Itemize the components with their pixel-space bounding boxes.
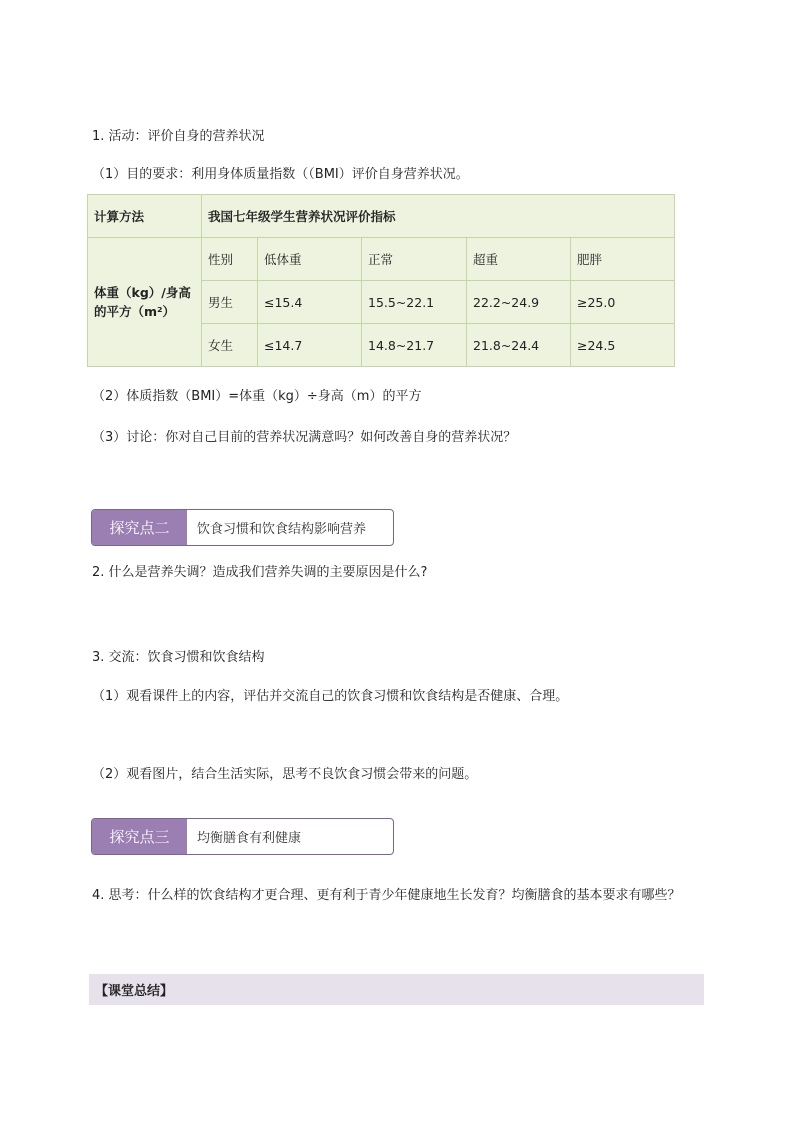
- section-three-label: 探究点三: [92, 819, 187, 854]
- question-three-item-two: （2）观看图片，结合生活实际，思考不良饮食习惯会带来的问题。: [92, 767, 478, 782]
- section-two-subtitle: 饮食习惯和饮食结构影响营养: [197, 522, 367, 537]
- cell-female-normal: 14.8~21.7: [362, 324, 467, 367]
- bmi-note: （2）体质指数（BMI）=体重（kg）÷身高（m）的平方: [92, 389, 422, 404]
- cell-male: 男生: [202, 281, 258, 324]
- section-two-banner: [91, 509, 394, 546]
- activity-requirement: （1）目的要求：利用身体质量指数（（BMI）评价自身营养状况。: [92, 167, 469, 182]
- cell-male-underweight: ≤15.4: [258, 281, 362, 324]
- formula-cell: 体重（kg）/身高的平方（m²）: [88, 238, 202, 367]
- section-three-subtitle: 均衡膳食有利健康: [197, 831, 302, 846]
- method-header: 计算方法: [88, 195, 202, 238]
- header-normal: 正常: [362, 238, 467, 281]
- question-four: 4. 思考：什么样的饮食结构才更合理、更有利于青少年健康地生长发育？均衡膳食的基本要求有哪些？: [92, 888, 681, 903]
- header-gender: 性别: [202, 238, 258, 281]
- question-three-title: 3. 交流：饮食习惯和饮食结构: [92, 650, 265, 665]
- header-obese: 肥胖: [571, 238, 675, 281]
- question-three-item-one: （1）观看课件上的内容，评估并交流自己的饮食习惯和饮食结构是否健康、合理。: [92, 689, 569, 704]
- index-title: 我国七年级学生营养状况评价指标: [202, 195, 675, 238]
- bmi-table: [87, 194, 675, 367]
- cell-male-obese: ≥25.0: [571, 281, 675, 324]
- section-two-label: 探究点二: [92, 510, 187, 545]
- question-two: 2. 什么是营养失调？造成我们营养失调的主要原因是什么?: [92, 565, 428, 580]
- cell-male-normal: 15.5~22.1: [362, 281, 467, 324]
- cell-female-obese: ≥24.5: [571, 324, 675, 367]
- discussion-note: （3）讨论：你对自己目前的营养状况满意吗？如何改善自身的营养状况？: [92, 430, 517, 445]
- activity-title: 1. 活动：评价自身的营养状况: [92, 129, 265, 144]
- header-overweight: 超重: [467, 238, 571, 281]
- cell-male-overweight: 22.2~24.9: [467, 281, 571, 324]
- header-underweight: 低体重: [258, 238, 362, 281]
- section-three-banner: [91, 818, 394, 855]
- summary-header: 【课堂总结】: [89, 974, 704, 1005]
- cell-female: 女生: [202, 324, 258, 367]
- cell-female-overweight: 21.8~24.4: [467, 324, 571, 367]
- cell-female-underweight: ≤14.7: [258, 324, 362, 367]
